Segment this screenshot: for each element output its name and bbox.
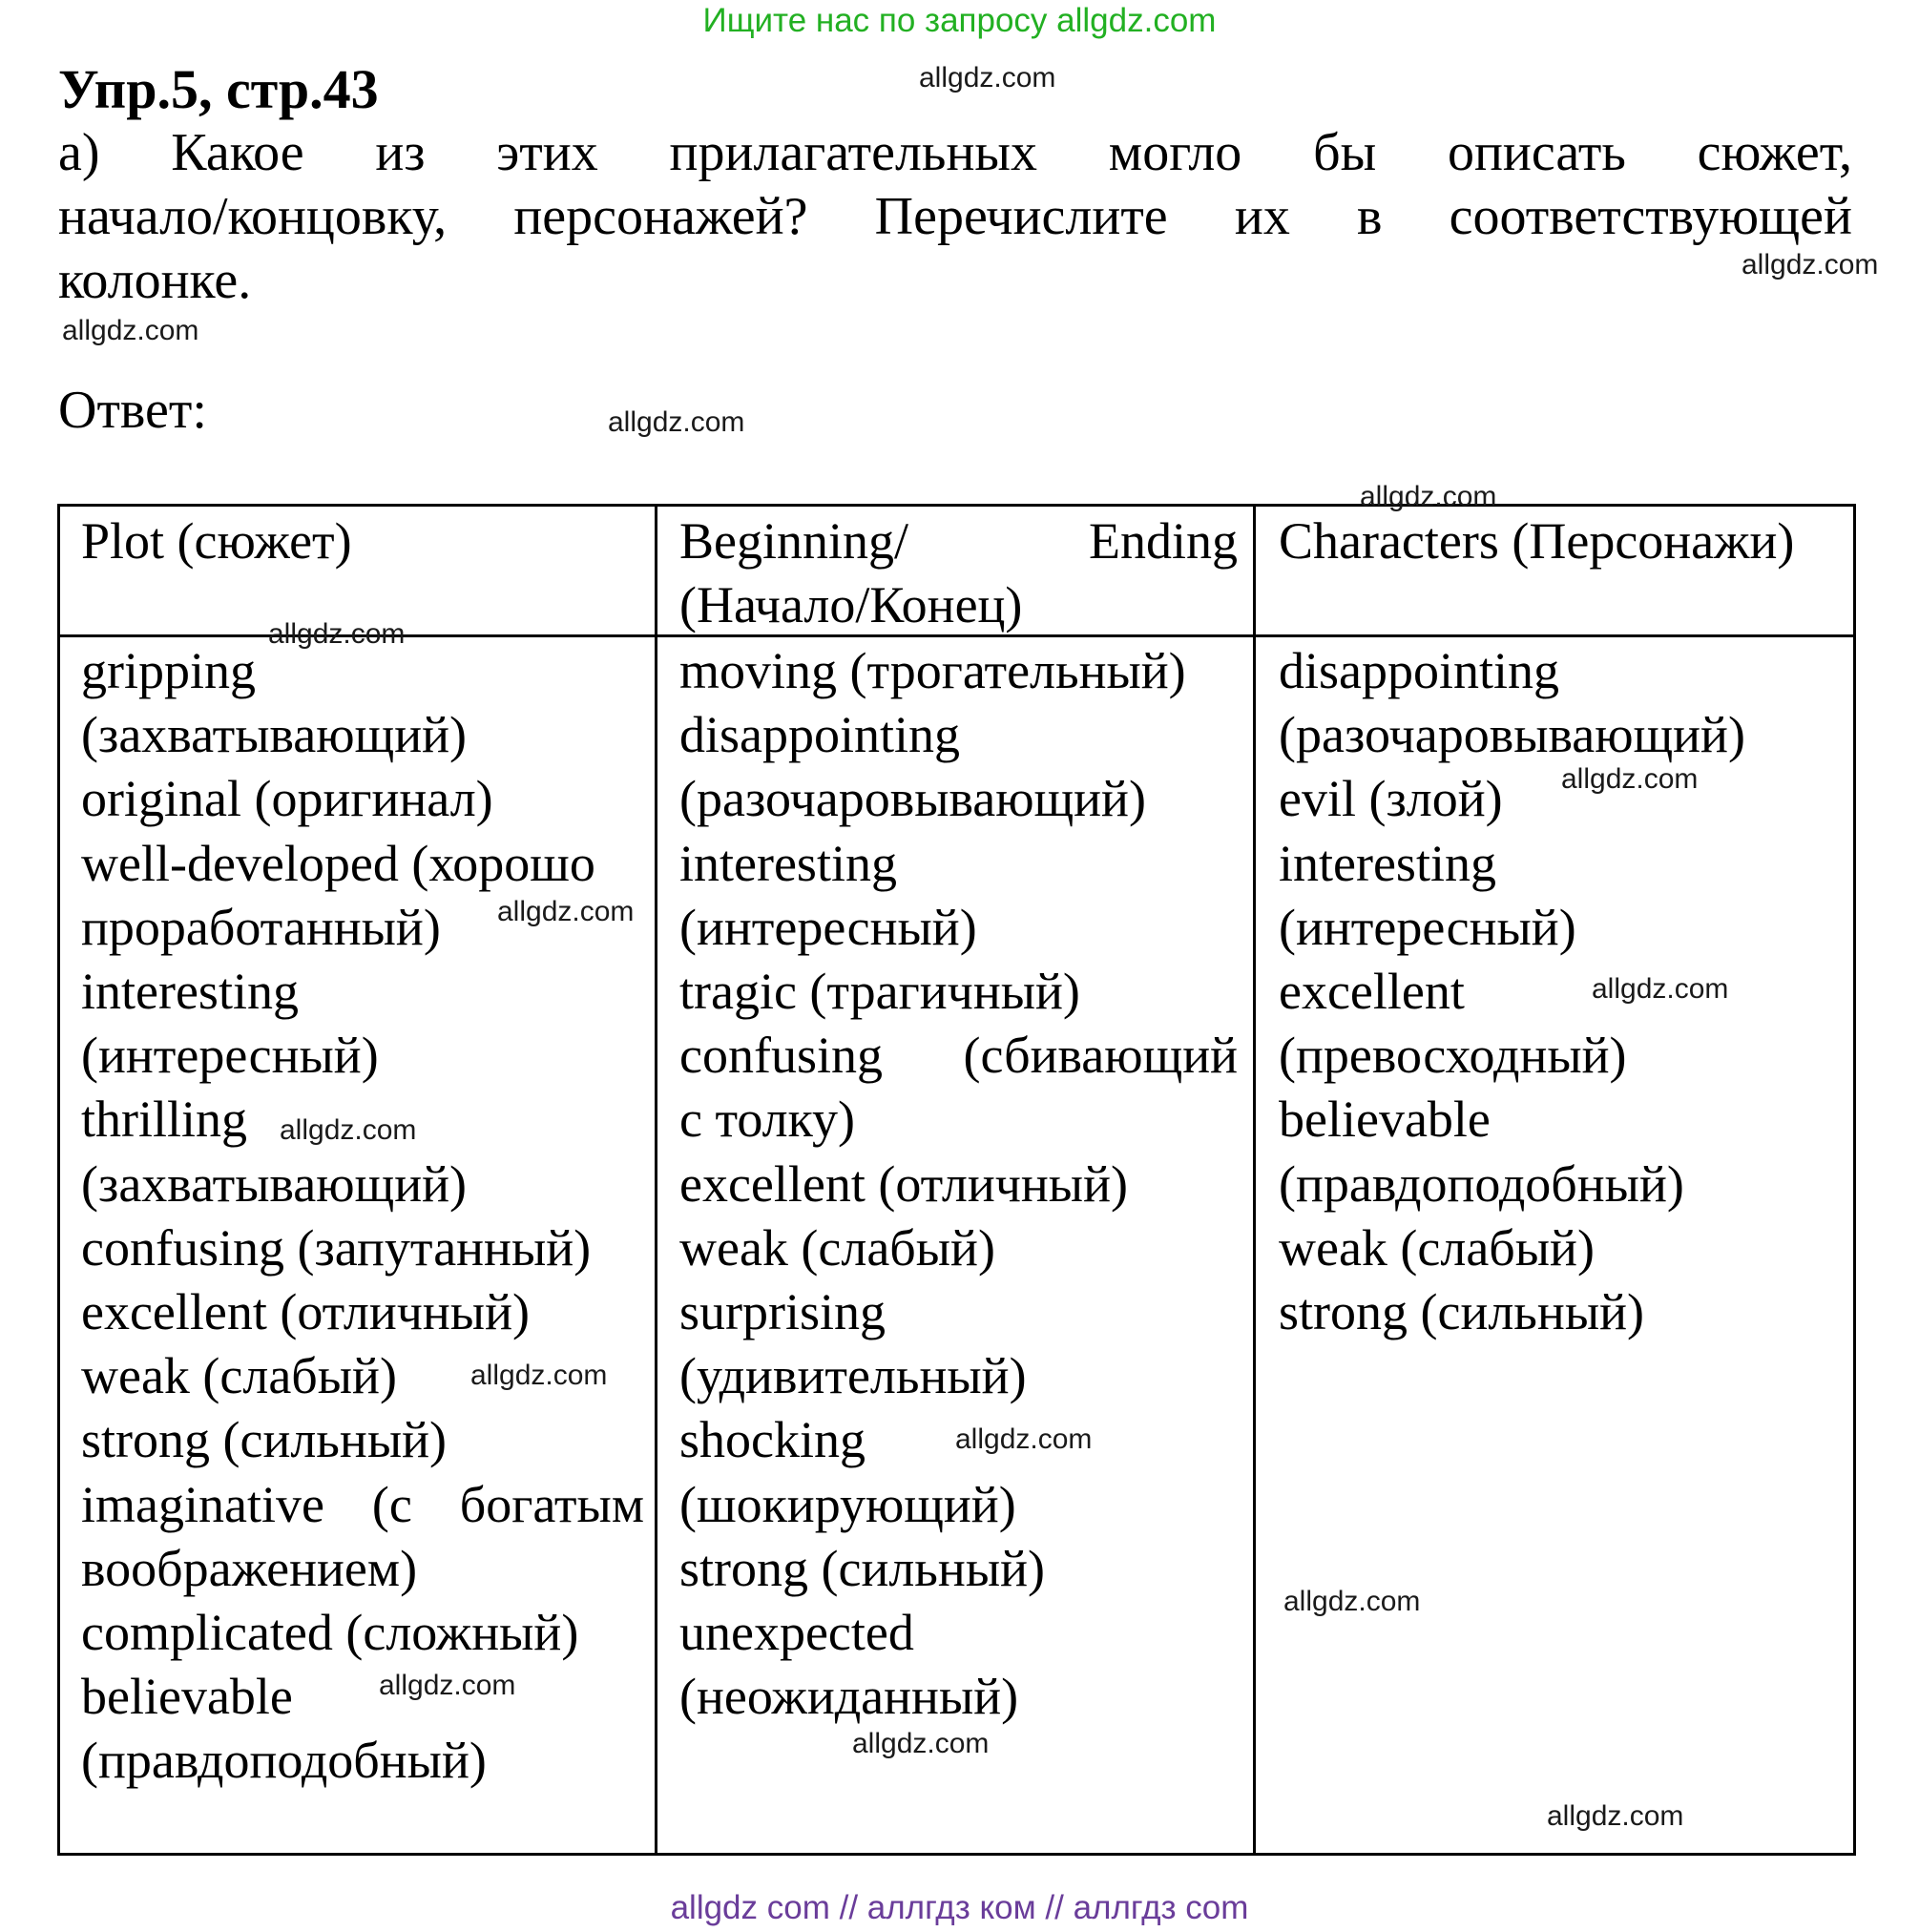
list-item: interesting	[81, 963, 299, 1021]
task-line-2: начало/концовку, персонажей? Перечислите их в соответствующей	[58, 187, 1852, 246]
watermark: allgdz.com	[280, 1114, 417, 1146]
list-item: interesting	[1279, 834, 1496, 892]
list-item: tragic (трагичный)	[679, 963, 1080, 1021]
task-text	[58, 121, 1852, 313]
list-item: (удивительный)	[679, 1347, 1027, 1405]
list-item: disappointing	[679, 706, 960, 764]
watermark: allgdz.com	[470, 1360, 608, 1391]
list-item: moving (трогательный)	[679, 642, 1186, 699]
list-item: (шокирующий)	[679, 1475, 1016, 1533]
list-item: evil (злой)	[1279, 770, 1503, 828]
list-item: (превосходный)	[1279, 1027, 1627, 1085]
list-item: well-developed (хорошо	[81, 834, 595, 892]
header-beginning-word: Beginning/	[679, 512, 908, 570]
watermark: allgdz.com	[955, 1423, 1093, 1455]
column-divider	[1253, 504, 1256, 1856]
header-plot	[81, 509, 644, 573]
watermark: allgdz.com	[497, 896, 635, 927]
list-item: с толку)	[679, 1091, 856, 1149]
footer-link[interactable]: allgdz com // аллгдз ком // аллгдз com	[670, 1889, 1249, 1926]
exercise-title: Упр.5, стр.43	[58, 58, 379, 120]
watermark: allgdz.com	[1360, 481, 1497, 512]
list-item: strong (сильный)	[81, 1411, 447, 1469]
list-item: weak (слабый)	[81, 1347, 397, 1405]
column-divider	[655, 504, 657, 1856]
list-item: interesting	[679, 834, 897, 892]
header-beginning-ending	[679, 509, 1238, 637]
watermark: allgdz.com	[268, 618, 406, 650]
beginning-ending-column	[679, 639, 1238, 1729]
list-item: (разочаровывающий)	[1279, 706, 1745, 764]
watermark: allgdz.com	[1561, 763, 1699, 795]
task-line-3: колонке.	[58, 251, 252, 310]
watermark: allgdz.com	[608, 406, 745, 438]
watermark: allgdz.com	[1283, 1586, 1421, 1617]
top-banner[interactable]: Ищите нас по запросу allgdz.com	[702, 2, 1217, 39]
watermark: allgdz.com	[852, 1728, 990, 1759]
list-item: weak (слабый)	[679, 1218, 995, 1277]
list-item: excellent (отличный)	[81, 1283, 530, 1341]
list-item: воображением)	[81, 1539, 418, 1597]
list-item: imaginative (с богатым	[81, 1475, 644, 1533]
watermark: allgdz.com	[62, 315, 199, 346]
list-item: (правдоподобный)	[1279, 1154, 1684, 1213]
list-item: disappointing	[1279, 642, 1559, 699]
header-beginning-ending-translation: (Начало/Конец)	[679, 576, 1023, 634]
list-item: (захватывающий)	[81, 1154, 467, 1213]
list-item: (захватывающий)	[81, 706, 467, 764]
header-plot-label: Plot (сюжет)	[81, 512, 352, 570]
characters-column	[1279, 639, 1842, 1344]
list-item: (правдоподобный)	[81, 1732, 487, 1790]
list-item: believable	[81, 1668, 293, 1726]
list-item: (интересный)	[81, 1027, 379, 1085]
task-line-1: а) Какое из этих прилагательных могло бы описать сюжет,	[58, 123, 1852, 182]
list-item: gripping	[81, 642, 256, 699]
header-ending-word: Ending	[1089, 512, 1238, 570]
list-item: strong (сильный)	[1279, 1283, 1644, 1341]
watermark: allgdz.com	[1547, 1800, 1684, 1832]
list-item: проработанный)	[81, 898, 441, 956]
list-item: confusing (сбивающий	[679, 1027, 1238, 1085]
list-item: shocking	[679, 1411, 866, 1469]
list-item: believable	[1279, 1091, 1491, 1149]
list-item: excellent (отличный)	[679, 1154, 1128, 1213]
list-item: complicated (сложный)	[81, 1604, 579, 1662]
list-item: strong (сильный)	[679, 1539, 1045, 1597]
plot-column	[81, 639, 644, 1794]
list-item: confusing (запутанный)	[81, 1218, 592, 1277]
watermark: allgdz.com	[379, 1670, 516, 1701]
list-item: excellent	[1279, 963, 1465, 1021]
list-item: (интересный)	[679, 898, 977, 956]
list-item: original (оригинал)	[81, 770, 493, 828]
answer-label: Ответ:	[58, 381, 207, 440]
list-item: weak (слабый)	[1279, 1218, 1595, 1277]
list-item: (неожиданный)	[679, 1668, 1019, 1726]
list-item: (интересный)	[1279, 898, 1576, 956]
header-beginning-ending-line	[679, 509, 1238, 573]
watermark: allgdz.com	[1742, 249, 1879, 280]
header-characters	[1279, 509, 1842, 573]
header-characters-label: Characters (Персонажи)	[1279, 512, 1795, 570]
watermark: allgdz.com	[919, 62, 1056, 93]
list-item: surprising	[679, 1283, 886, 1341]
list-item: (разочаровывающий)	[679, 770, 1146, 828]
list-item: unexpected	[679, 1604, 914, 1662]
watermark: allgdz.com	[1592, 973, 1729, 1005]
list-item: thrilling	[81, 1091, 247, 1149]
